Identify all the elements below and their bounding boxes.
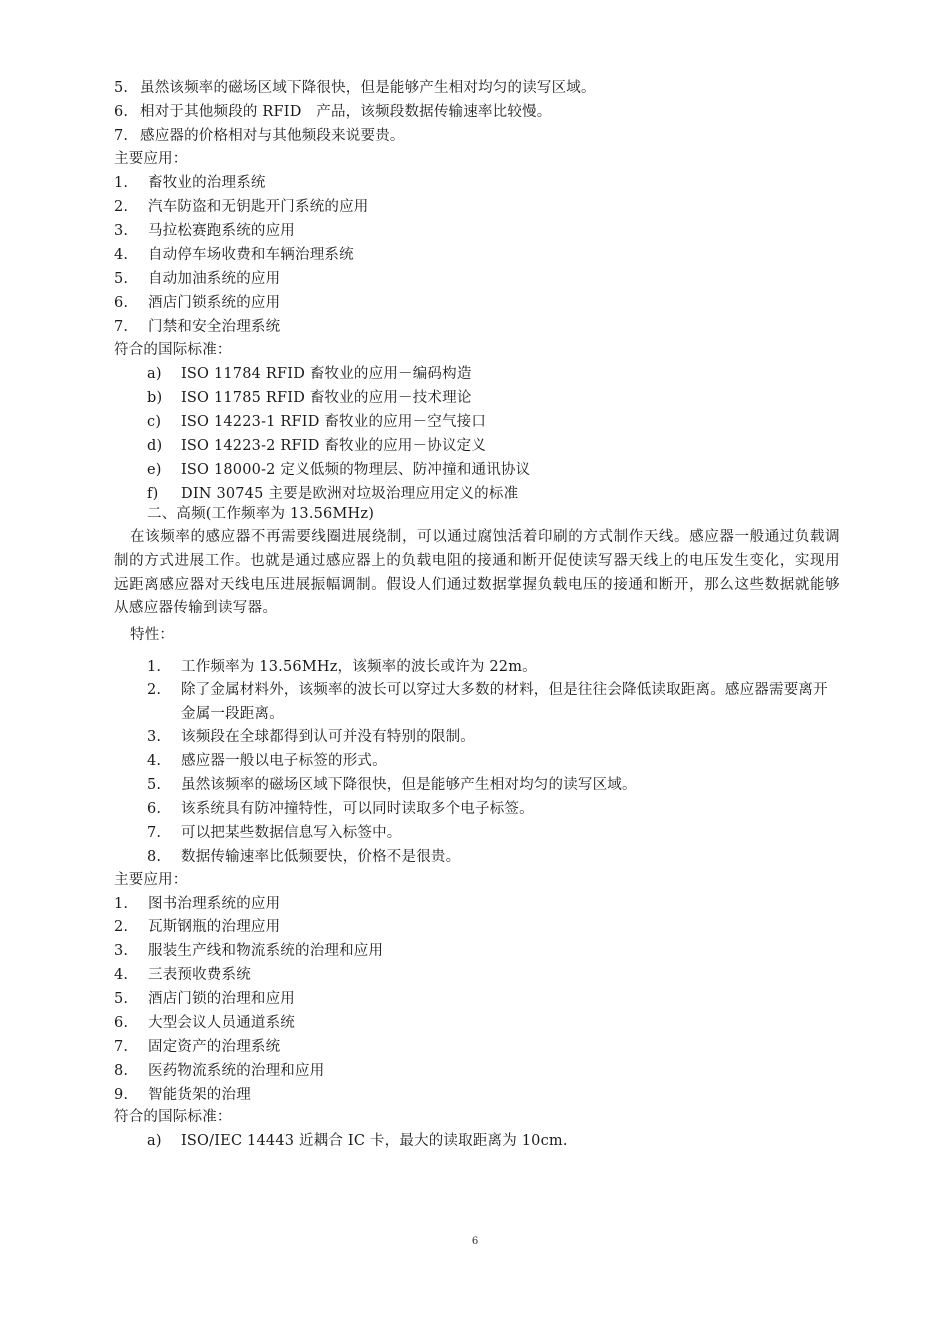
lf-feature-item bbox=[114, 103, 551, 121]
lf-app-item bbox=[114, 174, 266, 192]
list-number: 4. bbox=[147, 753, 162, 769]
hf-app-item bbox=[114, 1038, 280, 1056]
list-number: 7. bbox=[114, 319, 129, 335]
hf-app-item bbox=[114, 895, 280, 913]
list-text: 感应器一般以电子标签的形式。 bbox=[181, 753, 387, 769]
lf-app-item bbox=[114, 222, 295, 240]
list-letter: a) bbox=[147, 1133, 162, 1149]
list-text: 自动加油系统的应用 bbox=[148, 271, 281, 287]
hf-feature-item bbox=[147, 658, 537, 676]
list-number: 4. bbox=[114, 967, 129, 983]
lf-standard-item bbox=[147, 389, 472, 407]
list-text: 该系统具有防冲撞特性，可以同时读取多个电子标签。 bbox=[181, 801, 534, 817]
lf-standard-item bbox=[147, 437, 486, 455]
page-number: 6 bbox=[471, 1236, 479, 1247]
list-text: ISO 14223-2 RFID 畜牧业的应用－协议定义 bbox=[181, 438, 487, 454]
list-text: ISO/IEC 14443 近耦合 IC 卡，最大的读取距离为 10cm. bbox=[181, 1133, 568, 1149]
list-number: 5. bbox=[114, 991, 129, 1007]
lf-standard-item bbox=[147, 485, 518, 503]
list-number: 7. bbox=[114, 1039, 129, 1055]
list-text: 工作频率为 13.56MHz，该频率的波长或许为 22m。 bbox=[181, 659, 537, 675]
lf-app-item bbox=[114, 294, 280, 312]
hf-feature-item bbox=[147, 800, 534, 818]
hf-feature-item bbox=[147, 728, 475, 746]
list-text: 虽然该频率的磁场区域下降很快，但是能够产生相对均匀的读写区域。 bbox=[140, 80, 596, 96]
lf-app-item bbox=[114, 246, 354, 264]
list-text: 数据传输速率比低频要快，价格不是很贵。 bbox=[181, 849, 461, 865]
list-number: 2. bbox=[147, 682, 162, 698]
list-text: 感应器的价格相对与其他频段来说要贵。 bbox=[140, 128, 405, 144]
list-text: 汽车防盗和无钥匙开门系统的应用 bbox=[148, 199, 369, 215]
list-text: 畜牧业的治理系统 bbox=[148, 175, 266, 191]
hf-features-heading: 特性： bbox=[130, 627, 175, 643]
list-letter: d) bbox=[147, 438, 163, 454]
list-text: 马拉松赛跑系统的应用 bbox=[148, 223, 295, 239]
hf-app-item bbox=[114, 1062, 324, 1080]
list-text: 大型会议人员通道系统 bbox=[148, 1015, 295, 1031]
list-number: 3. bbox=[114, 223, 129, 239]
list-text: 固定资产的治理系统 bbox=[148, 1039, 281, 1055]
lf-feature-item bbox=[114, 79, 596, 97]
list-text: 可以把某些数据信息写入标签中。 bbox=[181, 825, 402, 841]
list-text: 酒店门锁系统的应用 bbox=[148, 295, 281, 311]
list-number: 1. bbox=[147, 659, 162, 675]
lf-app-item bbox=[114, 198, 369, 216]
list-number: 2. bbox=[114, 919, 129, 935]
list-text: 三表预收费系统 bbox=[148, 967, 251, 983]
hf-app-item bbox=[114, 1086, 251, 1104]
lf-app-item bbox=[114, 318, 280, 336]
list-text: 门禁和安全治理系统 bbox=[148, 319, 281, 335]
lf-standard-item bbox=[147, 365, 472, 383]
hf-feature-item bbox=[147, 824, 402, 842]
list-letter: a) bbox=[147, 366, 162, 382]
list-number: 7. bbox=[147, 825, 162, 841]
list-text: 图书治理系统的应用 bbox=[148, 896, 281, 912]
list-number: 7. bbox=[114, 128, 129, 144]
list-letter: c) bbox=[147, 414, 162, 430]
list-text: 医药物流系统的治理和应用 bbox=[148, 1063, 325, 1079]
hf-standards-heading: 符合的国际标准： bbox=[114, 1109, 232, 1125]
list-text: 自动停车场收费和车辆治理系统 bbox=[148, 247, 354, 263]
hf-feature-item bbox=[147, 752, 387, 770]
list-text: 瓦斯钢瓶的治理应用 bbox=[148, 919, 281, 935]
list-letter: f) bbox=[147, 486, 159, 502]
list-letter: b) bbox=[147, 390, 163, 406]
list-text: ISO 11784 RFID 畜牧业的应用－编码构造 bbox=[181, 366, 472, 382]
list-text: ISO 11785 RFID 畜牧业的应用－技术理论 bbox=[181, 390, 472, 406]
hf-app-item bbox=[114, 966, 251, 984]
list-text: 服装生产线和物流系统的治理和应用 bbox=[148, 943, 384, 959]
list-text: ISO 18000-2 定义低频的物理层、防冲撞和通讯协议 bbox=[181, 462, 531, 478]
list-number: 5. bbox=[114, 271, 129, 287]
hf-intro-paragraph: 在该频率的感应器不再需要线圈进展绕制，可以通过腐蚀活着印刷的方式制作天线。感应器一般通过负载调制的方式进展工作。也就是通过感应器上的负载电阻的接通和断开促使读写器天线上的电压发生变化，实现用远距离感应器对天线电压进展振幅调制。假设人们通过数据掌握负载电压的接通和断开，那么这些数据就能够从感应器传输到读写器。 bbox=[114, 529, 840, 617]
list-number: 1. bbox=[114, 896, 129, 912]
list-number: 6. bbox=[114, 295, 129, 311]
lf-standards-heading: 符合的国际标准： bbox=[114, 342, 232, 358]
hf-applications-heading: 主要应用： bbox=[114, 872, 188, 888]
list-text: 虽然该频率的磁场区域下降很快，但是能够产生相对均匀的读写区域。 bbox=[181, 777, 637, 793]
list-text: 除了金属材料外，该频率的波长可以穿过大多数的材料，但是往往会降低读取距离。感应器需要离开金属一段距离。 bbox=[181, 682, 828, 722]
list-text: 酒店门锁的治理和应用 bbox=[148, 991, 295, 1007]
hf-section-heading: 二、高频(工作频率为 13.56MHz) bbox=[147, 506, 375, 522]
hf-feature-item bbox=[147, 776, 637, 794]
list-number: 5. bbox=[114, 80, 129, 96]
hf-app-item bbox=[114, 918, 280, 936]
lf-standard-item bbox=[147, 413, 486, 431]
list-number: 3. bbox=[114, 943, 129, 959]
list-number: 6. bbox=[147, 801, 162, 817]
list-text: ISO 14223-1 RFID 畜牧业的应用－空气接口 bbox=[181, 414, 487, 430]
hf-feature-item bbox=[147, 679, 841, 727]
lf-applications-heading: 主要应用： bbox=[114, 151, 188, 167]
lf-standard-item bbox=[147, 461, 530, 479]
list-text: 该频段在全球都得到认可并没有特别的限制。 bbox=[181, 729, 475, 745]
list-number: 6. bbox=[114, 1015, 129, 1031]
list-number: 5. bbox=[147, 777, 162, 793]
lf-app-item bbox=[114, 270, 280, 288]
lf-feature-item bbox=[114, 127, 405, 145]
list-letter: e) bbox=[147, 462, 162, 478]
list-number: 1. bbox=[114, 175, 129, 191]
list-number: 6. bbox=[114, 104, 129, 120]
list-text: 相对于其他频段的 RFID 产品，该频段数据传输速率比较慢。 bbox=[140, 104, 552, 120]
list-text: 智能货架的治理 bbox=[148, 1087, 251, 1103]
hf-app-item bbox=[114, 942, 383, 960]
hf-standard-item bbox=[147, 1132, 568, 1150]
list-number: 4. bbox=[114, 247, 129, 263]
list-number: 8. bbox=[114, 1063, 129, 1079]
list-text: DIN 30745 主要是欧洲对垃圾治理应用定义的标准 bbox=[181, 486, 519, 502]
hf-feature-item bbox=[147, 848, 460, 866]
hf-app-item bbox=[114, 1014, 295, 1032]
list-number: 9. bbox=[114, 1087, 129, 1103]
hf-app-item bbox=[114, 990, 295, 1008]
list-number: 2. bbox=[114, 199, 129, 215]
list-number: 3. bbox=[147, 729, 162, 745]
list-number: 8. bbox=[147, 849, 162, 865]
